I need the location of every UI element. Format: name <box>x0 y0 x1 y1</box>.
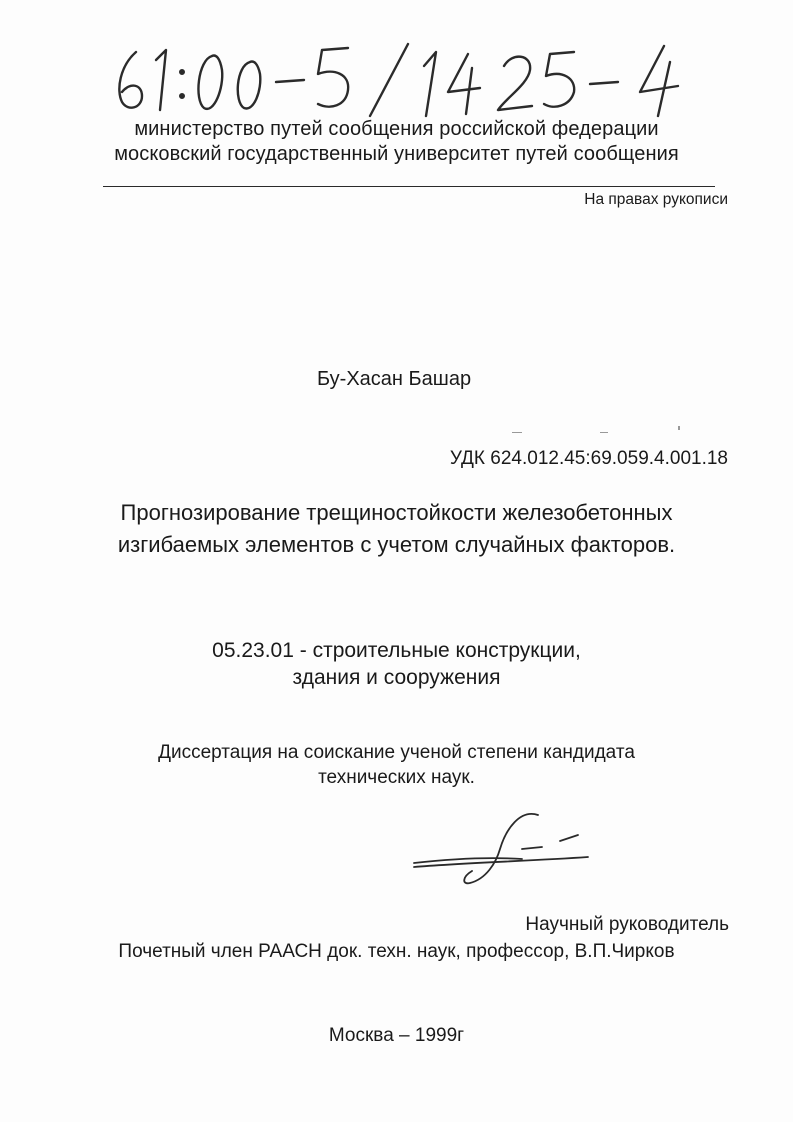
specialty-line-1: 05.23.01 - строительные конструкции, <box>212 639 581 662</box>
ministry-heading: министерство путей сообщения российской федерации <box>134 118 659 140</box>
supervisor-label: Научный руководитель <box>525 914 729 935</box>
supervisor-details: Почетный член РААСН док. техн. наук, профессор, В.П.Чирков <box>118 941 675 962</box>
degree-line-2: технических наук. <box>318 767 475 788</box>
udc-code: УДК 624.012.45:69.059.4.001.18 <box>449 448 728 469</box>
scan-speck <box>600 432 608 433</box>
rights-note: На правах рукописи <box>584 191 728 208</box>
city-year: Москва – 1999г <box>328 1025 465 1046</box>
scan-speck <box>512 432 522 433</box>
specialty-line-2: здания и сооружения <box>292 666 501 689</box>
handwritten-archive-number <box>108 38 698 118</box>
dissertation-title-line-1: Прогнозирование трещиностойкости железобетонных <box>120 500 673 525</box>
dissertation-title-line-2: изгибаемых элементов с учетом случайных факторов. <box>117 532 676 557</box>
signature <box>410 805 595 887</box>
header-divider <box>103 186 715 187</box>
university-heading: московский государственный университет путей сообщения <box>114 143 679 165</box>
scan-speck <box>678 426 680 430</box>
author-name: Бу-Хасан Башар <box>317 368 472 390</box>
degree-line-1: Диссертация на соискание ученой степени кандидата <box>158 742 635 763</box>
